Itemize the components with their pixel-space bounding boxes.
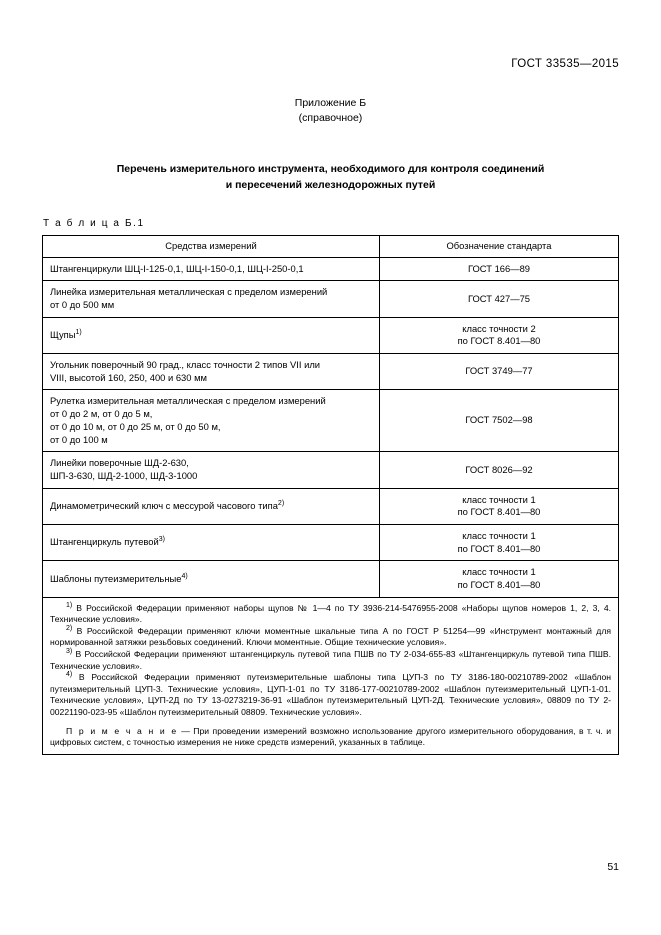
- table-row: [43, 354, 619, 390]
- footnote-marker: 4): [181, 572, 188, 580]
- cell-means: Рулетка измерительная металлическая с пределом измерений от 0 до 2 м, от 0 до 5 м, от 0 до 10 м, от 0 до 25 м, от 0 до 50 м, от 0 до 100 м: [43, 390, 380, 452]
- footnote: $^{4)}$ В Российской Федерации применяют путеизмерительные шаблоны типа ЦУП-3 по ТУ 3186-180-00210789-2002 «Шаблон путеизмерительный ЦУП-3. Технические условия», ЦУП-1-01 по ТУ 3186-177-00210789-2002 «Шаблон путеизмерительный ЦУП-1-01. Технические условия», ЦУП-2Д по ТУ 13-0273219-36-91 «Шаблон путеизмерительный ЦУП-2Д. Технические условия», 08809 по ТУ 2-00221190-023-95 «Шаблон путеизмерительный 08809. Технические условия».: [50, 671, 611, 718]
- cell-standard: класс точности 1 по ГОСТ 8.401—80: [379, 561, 618, 597]
- cell-means: Штангенциркули ШЦ-I-125-0,1, ШЦ-I-150-0,1, ШЦ-I-250-0,1: [43, 257, 380, 281]
- table-row: [43, 281, 619, 317]
- table-row: [43, 488, 619, 524]
- annex-heading: [42, 96, 619, 126]
- cell-standard: ГОСТ 427—75: [379, 281, 618, 317]
- table-caption: Т а б л и ц а Б.1: [43, 217, 145, 229]
- cell-means: Щупы$^{1)}$: [43, 317, 380, 353]
- table-header-row: [43, 235, 619, 257]
- footnote-marker: 1): [75, 328, 82, 336]
- cell-standard: класс точности 2 по ГОСТ 8.401—80: [379, 317, 618, 353]
- footnote-number: 2): [66, 625, 73, 633]
- footnote: $^{3)}$ В Российской Федерации применяют штангенциркуль путевой типа ПШВ по ТУ 2-034-655-83 «Штангенциркуль путевой типа ПШВ. Технические условия».: [50, 648, 611, 671]
- annex-title: Приложение Б: [294, 97, 367, 109]
- column-header-standard: Обозначение стандарта: [379, 235, 618, 257]
- cell-standard: ГОСТ 3749—77: [379, 354, 618, 390]
- table-row: [43, 561, 619, 597]
- footnote: $^{2)}$ В Российской Федерации применяют ключи моментные шкальные типа А по ГОСТ Р 51254—99 «Инструмент монтажный для нормированной затяжки резьбовых соединений. Ключи моментные. Общие технические условия».: [50, 625, 611, 648]
- footnote-number: 3): [66, 648, 73, 656]
- footnotes-cell: [43, 597, 619, 754]
- table-row: [43, 524, 619, 560]
- annex-subtitle: (справочное): [298, 112, 363, 125]
- cell-means: Штангенциркуль путевой$^{3)}$: [43, 524, 380, 560]
- cell-standard: класс точности 1 по ГОСТ 8.401—80: [379, 488, 618, 524]
- cell-standard: класс точности 1 по ГОСТ 8.401—80: [379, 524, 618, 560]
- table-footnotes-row: [43, 597, 619, 754]
- table-row: [43, 452, 619, 488]
- footnote-number: 4): [66, 671, 73, 679]
- page-title: [42, 162, 619, 194]
- cell-means: Шаблоны путеизмерительные$^{4)}$: [43, 561, 380, 597]
- standard-header: ГОСТ 33535—2015: [511, 58, 619, 70]
- page-title-line2: и пересечений железнодорожных путей: [225, 179, 436, 192]
- footnote-marker: 3): [158, 536, 165, 544]
- cell-means: Угольник поверочный 90 град., класс точности 2 типов VII или VIII, высотой 160, 250, 400 и 630 мм: [43, 354, 380, 390]
- footnote-number: 1): [66, 601, 73, 609]
- cell-standard: ГОСТ 166—89: [379, 257, 618, 281]
- footnote-marker: 2): [277, 499, 285, 507]
- cell-standard: ГОСТ 8026—92: [379, 452, 618, 488]
- table-note: П р и м е ч а н и е — При проведении измерений возможно использование другого измерительного оборудования, в т. ч. и цифровых систем, с точностью измерения не ниже средств измерений, указанных в таблице.: [50, 725, 611, 748]
- footnote: $^{1)}$ В Российской Федерации применяют наборы щупов № 1—4 по ТУ 3936-214-5476955-2008 «Наборы щупов номеров 1, 2, 3, 4. Технические условия».: [50, 601, 611, 625]
- cell-standard: ГОСТ 7502—98: [379, 390, 618, 452]
- cell-means: Линейки поверочные ШД-2-630, ШП-3-630, ШД-2-1000, ШД-3-1000: [43, 452, 380, 488]
- page-number: 51: [607, 861, 619, 873]
- column-header-means: Средства измерений: [43, 235, 380, 257]
- table-row: [43, 390, 619, 452]
- instruments-table: [42, 235, 619, 755]
- cell-means: Динамометрический ключ с мессурой часового типа$^{2)}$: [43, 488, 380, 524]
- table-row: [43, 257, 619, 281]
- page-title-line1: Перечень измерительного инструмента, необходимого для контроля соединений: [116, 163, 545, 176]
- table-note-label: П р и м е ч а н и е: [66, 725, 178, 736]
- table-row: [43, 317, 619, 353]
- cell-means: Линейка измерительная металлическая с пределом измерений от 0 до 500 мм: [43, 281, 380, 317]
